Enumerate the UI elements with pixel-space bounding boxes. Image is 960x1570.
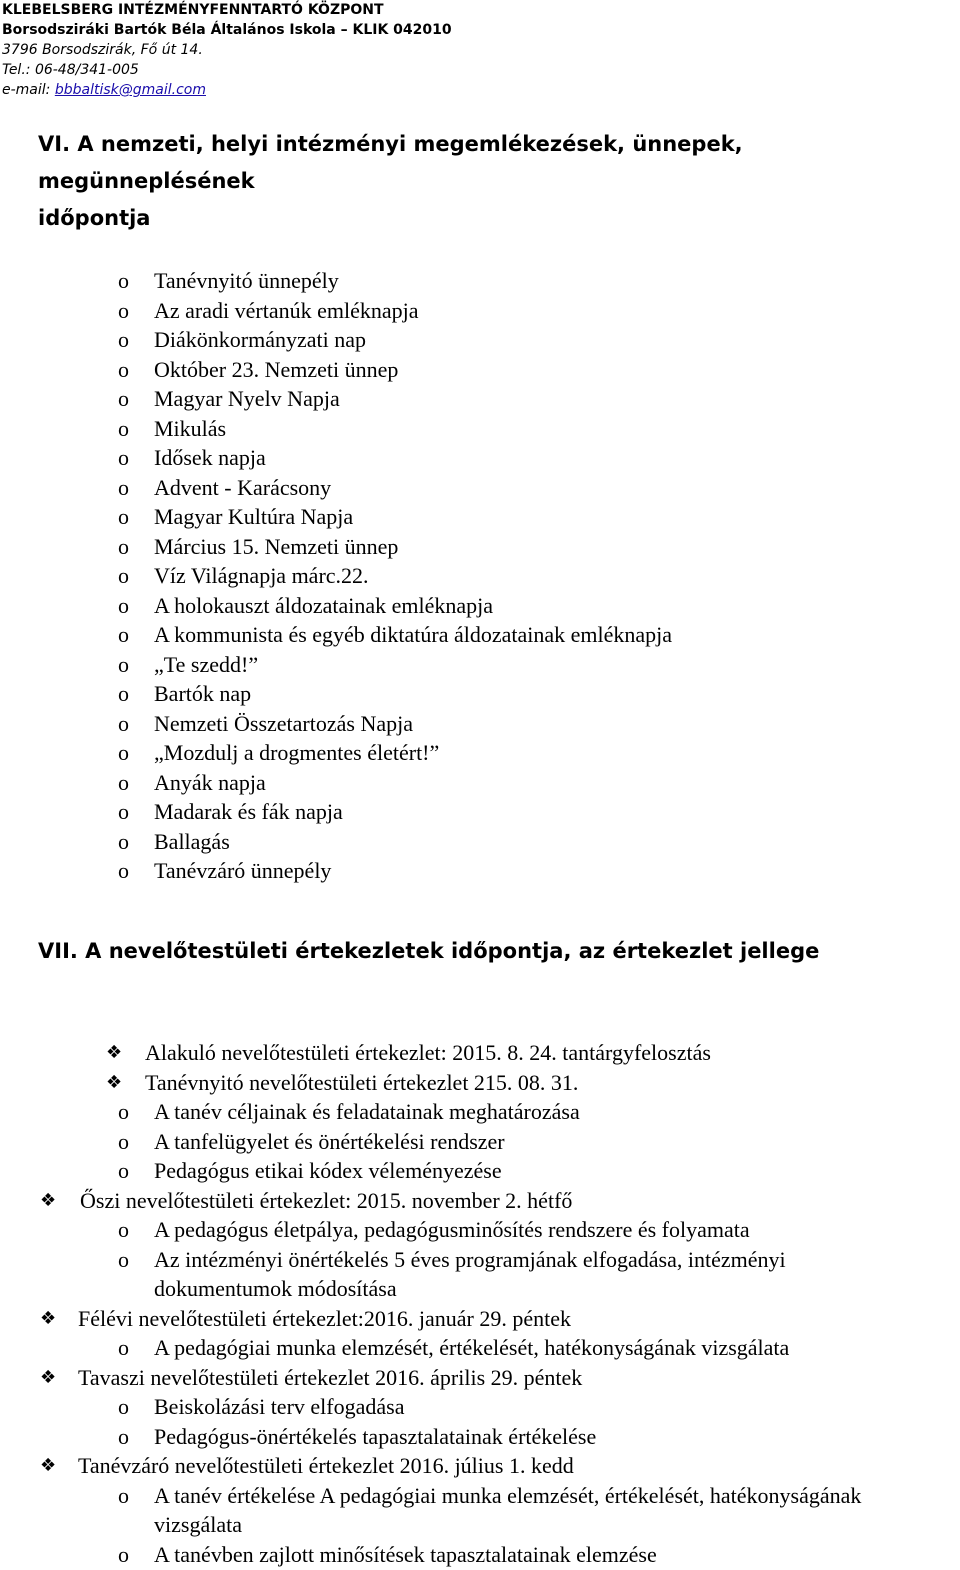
bullet-diamond-icon: ❖	[40, 1307, 57, 1329]
bullet-circle-icon: o	[118, 1335, 129, 1360]
list-item: Pedagógus etikai kódex véleményezése	[154, 1158, 502, 1183]
list-item: Víz Világnapja márc.22.	[154, 563, 369, 588]
bullet-circle-icon: o	[118, 1217, 129, 1242]
bullet-circle-icon: o	[118, 1541, 129, 1567]
list-item: A tanév céljainak és feladatainak meghatározása	[154, 1099, 580, 1124]
letterhead-phone: Tel.: 06-48/341-005	[2, 62, 139, 78]
list-item: Őszi nevelőtestületi értekezlet: 2015. november 2. hétfő	[80, 1187, 573, 1213]
bullet-circle-icon: o	[118, 504, 129, 529]
list-item: Magyar Nyelv Napja	[154, 386, 340, 411]
list-item: Tanévzáró ünnepély	[154, 858, 332, 883]
list-item: A kommunista és egyéb diktatúra áldozatainak emléknapja	[154, 622, 673, 647]
bullet-circle-icon: o	[118, 799, 129, 824]
letterhead-address: 3796 Borsodszirák, Fő út 14.	[2, 42, 203, 58]
bullet-circle-icon: o	[118, 1394, 129, 1419]
list-item: Idősek napja	[154, 445, 266, 470]
list-item: Az intézményi önértékelés 5 éves programjának elfogadása, intézményi	[154, 1246, 786, 1272]
bullet-circle-icon: o	[118, 415, 129, 441]
bullet-circle-icon: o	[118, 1423, 129, 1449]
list-item: Advent - Karácsony	[154, 474, 332, 500]
list-item: „Te szedd!”	[154, 651, 259, 677]
bullet-circle-icon: o	[118, 858, 129, 883]
bullet-circle-icon: o	[118, 445, 129, 470]
bullet-circle-icon: o	[118, 297, 129, 323]
bullet-circle-icon: o	[118, 1246, 129, 1272]
section-6-title	[38, 126, 938, 237]
list-item: Mikulás	[154, 415, 227, 441]
bullet-circle-icon: o	[118, 681, 129, 706]
list-item: A tanévben zajlott minősítések tapasztalatainak elemzése	[154, 1541, 657, 1567]
list-item: A tanév értékelése A pedagógiai munka elemzését, értékelését, hatékonyságának	[154, 1482, 862, 1508]
bullet-circle-icon: o	[118, 268, 129, 293]
bullet-circle-icon: o	[118, 386, 129, 411]
list-item: vizsgálata	[154, 1512, 242, 1537]
list-item: dokumentumok módosítása	[154, 1276, 397, 1301]
bullet-circle-icon: o	[118, 533, 129, 559]
bullet-diamond-icon: ❖	[40, 1455, 57, 1476]
list-item: Pedagógus-önértékelés tapasztalatainak értékelése	[154, 1423, 597, 1449]
list-item: Tanévnyitó nevelőtestületi értekezlet 215. 08. 31.	[145, 1069, 579, 1095]
list-item: A holokauszt áldozatainak emléknapja	[154, 592, 494, 618]
list-item: Magyar Kultúra Napja	[154, 504, 354, 529]
letterhead-org: KLEBELSBERG INTÉZMÉNYFENNTARTÓ KÖZPONT	[2, 2, 384, 18]
list-item: Diákönkormányzati nap	[154, 327, 366, 352]
bullet-diamond-icon: ❖	[106, 1071, 123, 1093]
bullet-circle-icon: o	[118, 356, 129, 382]
list-item: Bartók nap	[154, 681, 252, 706]
list-item: A pedagógus életpálya, pedagógusminősítés rendszere és folyamata	[154, 1217, 750, 1242]
list-item: Március 15. Nemzeti ünnep	[154, 533, 399, 559]
bullet-circle-icon: o	[118, 1482, 129, 1508]
list-item: Tanévzáró nevelőtestületi értekezlet 2016. július 1. kedd	[78, 1453, 574, 1478]
bullet-circle-icon: o	[118, 474, 129, 500]
list-item: A tanfelügyelet és önértékelési rendszer	[154, 1128, 505, 1154]
list-item: Az aradi vértanúk emléknapja	[154, 297, 419, 323]
list-item: Anyák napja	[154, 769, 266, 795]
list-item: Beiskolázási terv elfogadása	[154, 1394, 405, 1419]
bullet-diamond-icon: ❖	[106, 1042, 123, 1063]
bullet-circle-icon: o	[118, 828, 129, 854]
bullet-circle-icon: o	[118, 1099, 129, 1124]
letterhead-school: Borsodsziráki Bartók Béla Általános Iskola – KLIK 042010	[2, 22, 452, 38]
list-item: Ballagás	[154, 828, 230, 854]
email-label: e-mail:	[2, 82, 55, 98]
bullet-circle-icon: o	[118, 1128, 129, 1154]
bullet-circle-icon: o	[118, 563, 129, 588]
list-item: Október 23. Nemzeti ünnep	[154, 356, 399, 382]
bullet-circle-icon: o	[118, 651, 129, 677]
bullet-circle-icon: o	[118, 740, 129, 765]
bullet-diamond-icon: ❖	[40, 1189, 57, 1211]
bullet-circle-icon: o	[118, 710, 129, 736]
bullet-circle-icon: o	[118, 1158, 129, 1183]
list-item: Nemzeti Összetartozás Napja	[154, 710, 413, 736]
bullet-circle-icon: o	[118, 327, 129, 352]
list-item: Tanévnyitó ünnepély	[154, 268, 339, 293]
list-item: Alakuló nevelőtestületi értekezlet: 2015. 8. 24. tantárgyfelosztás	[145, 1040, 711, 1065]
list-item: „Mozdulj a drogmentes életért!”	[154, 740, 440, 765]
email-link[interactable]: bbbaltisk@gmail.com	[54, 82, 206, 98]
letterhead-email	[2, 80, 206, 100]
bullet-circle-icon: o	[118, 592, 129, 618]
list-item: A pedagógiai munka elemzését, értékelését, hatékonyságának vizsgálata	[154, 1335, 790, 1360]
section-6-title-line2: időpontja	[38, 206, 151, 230]
bullet-circle-icon: o	[118, 769, 129, 795]
section-6-title-line1: VI. A nemzeti, helyi intézményi megemlékezések, ünnepek, megünneplésének	[38, 132, 743, 193]
list-item: Félévi nevelőtestületi értekezlet:2016. január 29. péntek	[78, 1305, 571, 1331]
bullet-diamond-icon: ❖	[40, 1366, 57, 1388]
section-7-title: VII. A nevelőtestületi értekezletek időpontja, az értekezlet jellege	[38, 939, 820, 963]
list-item: Tavaszi nevelőtestületi értekezlet 2016. április 29. péntek	[78, 1364, 583, 1390]
bullet-circle-icon: o	[118, 622, 129, 647]
list-item: Madarak és fák napja	[154, 799, 343, 824]
